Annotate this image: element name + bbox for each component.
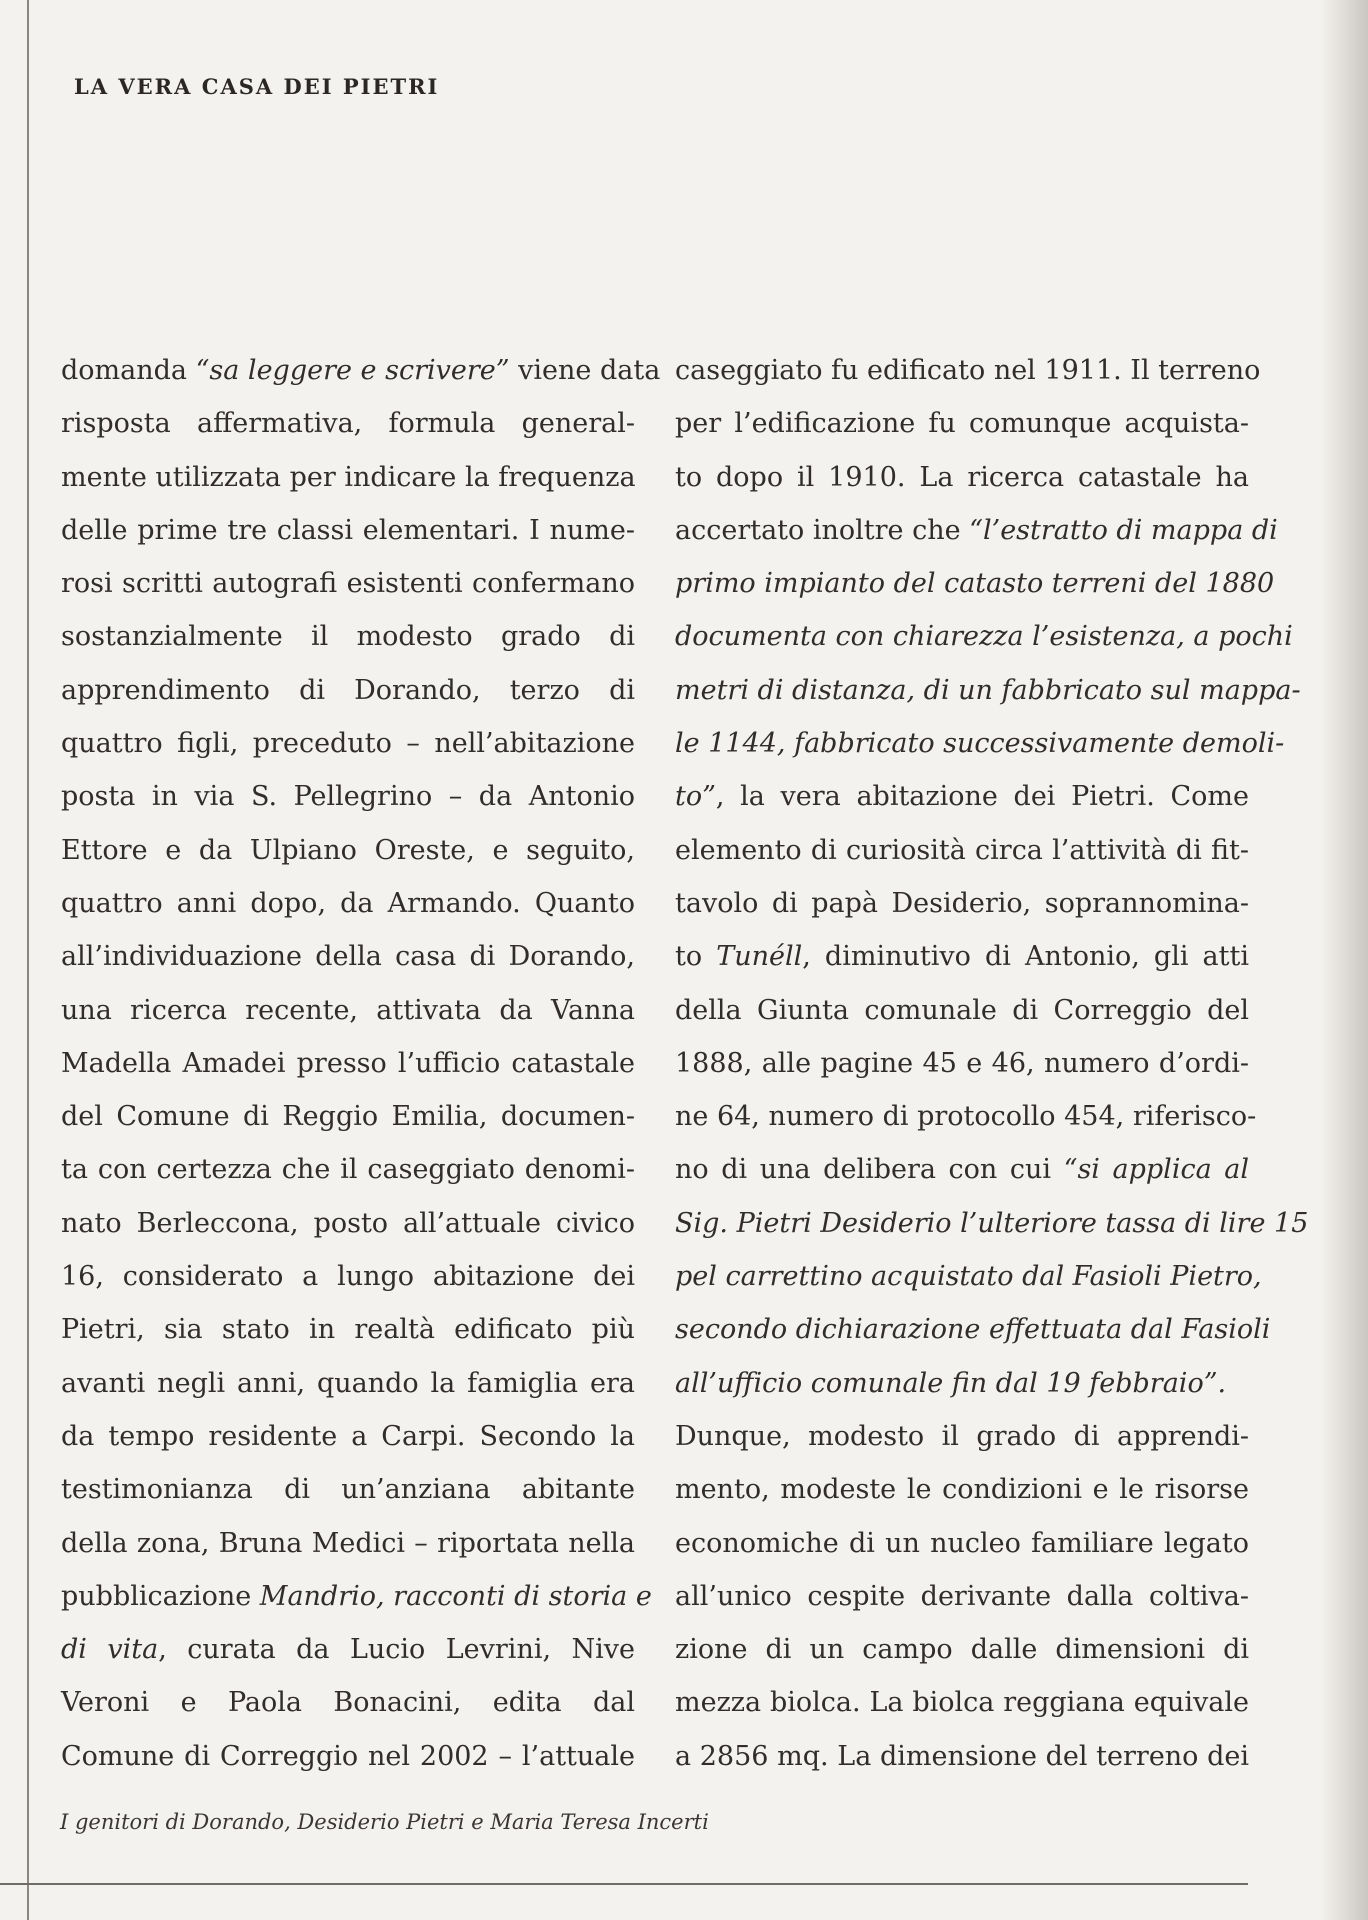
text-line bbox=[61, 610, 635, 663]
text-line bbox=[61, 1623, 635, 1676]
italic-run: Mandrio, racconti di storia e bbox=[259, 1580, 652, 1612]
text-line bbox=[675, 1410, 1249, 1463]
italic-run: di vita bbox=[61, 1634, 159, 1666]
running-title: LA VERA CASA DEI PIETRI bbox=[74, 74, 440, 99]
text-line bbox=[61, 1143, 635, 1196]
text-run: testimonianza di un’anziana abitante bbox=[61, 1474, 635, 1506]
text-run: 1888, alle pagine 45 e 46, numero d’ordi- bbox=[675, 1047, 1249, 1079]
text-run: viene data bbox=[509, 355, 661, 386]
text-line bbox=[61, 1676, 635, 1729]
italic-run: all’ufficio comunale fin dal 19 febbraio”. bbox=[675, 1367, 1227, 1399]
text-column-right bbox=[675, 344, 1309, 1783]
text-run: nato Berleccona, posto all’attuale civico bbox=[61, 1207, 635, 1239]
text-run: delle prime tre classi elementari. I nume- bbox=[61, 514, 635, 546]
text-run: accertato inoltre che bbox=[675, 514, 970, 546]
italic-run: metri di distanza, di un fabbricato sul mappa- bbox=[675, 674, 1301, 706]
text-run: Pietri, sia stato in realtà edificato più bbox=[61, 1314, 635, 1346]
text-line bbox=[61, 717, 635, 770]
text-run: domanda bbox=[61, 355, 196, 386]
text-line bbox=[61, 1303, 635, 1356]
text-line bbox=[61, 397, 635, 450]
text-run: del Comune di Reggio Emilia, documen- bbox=[61, 1101, 635, 1133]
italic-run: “si applica al bbox=[1063, 1154, 1249, 1186]
text-line bbox=[675, 1463, 1249, 1516]
text-line bbox=[675, 717, 1285, 770]
text-run: , la vera abitazione dei Pietri. Come bbox=[715, 781, 1249, 813]
text-run: ta con certezza che il caseggiato denomi- bbox=[61, 1154, 635, 1186]
text-run: elemento di curiosità circa l’attività di fit- bbox=[675, 834, 1249, 866]
text-run: tavolo di papà Desiderio, soprannomina- bbox=[675, 887, 1249, 919]
text-run: no di una delibera con cui bbox=[675, 1154, 1064, 1186]
text-line bbox=[675, 1143, 1249, 1196]
italic-run: “sa leggere e scrivere” bbox=[195, 355, 510, 386]
text-line bbox=[61, 1357, 635, 1410]
text-line bbox=[675, 1250, 1262, 1303]
text-line bbox=[675, 1303, 1271, 1356]
text-run: per l’edificazione fu comunque acquista- bbox=[675, 408, 1249, 440]
text-line bbox=[61, 1197, 635, 1250]
text-run: Ettore e da Ulpiano Oreste, e seguito, bbox=[61, 834, 635, 866]
text-line bbox=[675, 664, 1301, 717]
text-line bbox=[61, 984, 635, 1037]
text-run: rosi scritti autografi esistenti confermano bbox=[61, 568, 635, 600]
text-line bbox=[675, 1357, 1249, 1410]
text-run: pubblicazione bbox=[61, 1580, 260, 1612]
italic-run: Tunéll bbox=[716, 941, 803, 973]
text-line bbox=[675, 824, 1249, 877]
text-run: da tempo residente a Carpi. Secondo la bbox=[61, 1420, 635, 1452]
text-run: to dopo il 1910. La ricerca catastale ha bbox=[675, 461, 1249, 493]
text-line bbox=[61, 1730, 635, 1783]
text-line bbox=[61, 877, 635, 930]
text-line bbox=[675, 451, 1249, 504]
text-line bbox=[675, 1517, 1249, 1570]
text-line bbox=[61, 1463, 635, 1516]
text-run: quattro figli, preceduto – nell’abitazione bbox=[61, 728, 635, 760]
text-line bbox=[675, 1623, 1249, 1676]
text-line bbox=[675, 344, 1261, 397]
text-line bbox=[61, 344, 661, 397]
text-line bbox=[675, 1570, 1249, 1623]
text-run: Dunque, modesto il grado di apprendi- bbox=[675, 1420, 1249, 1452]
text-column-left bbox=[61, 344, 661, 1783]
text-run: economiche di un nucleo familiare legato bbox=[675, 1527, 1249, 1559]
text-run: all’individuazione della casa di Dorando, bbox=[61, 941, 635, 973]
text-line bbox=[675, 1197, 1309, 1250]
text-line bbox=[61, 770, 635, 823]
italic-run: to” bbox=[675, 781, 716, 813]
text-run: una ricerca recente, attivata da Vanna bbox=[61, 994, 635, 1026]
text-run: posta in via S. Pellegrino – da Antonio bbox=[61, 781, 635, 813]
text-line bbox=[675, 610, 1293, 663]
text-run: ne 64, numero di protocollo 454, riferisco- bbox=[675, 1101, 1257, 1133]
italic-run: le 1144, fabbricato successivamente demoli- bbox=[675, 728, 1285, 760]
text-run: 16, considerato a lungo abitazione dei bbox=[61, 1261, 635, 1293]
text-line bbox=[61, 1517, 635, 1570]
text-line bbox=[61, 824, 635, 877]
text-run: Comune di Correggio nel 2002 – l’attuale bbox=[61, 1740, 635, 1772]
text-run: della zona, Bruna Medici – riportata nella bbox=[61, 1527, 635, 1559]
text-line bbox=[675, 930, 1249, 983]
text-run: , curata da Lucio Levrini, Nive bbox=[158, 1634, 635, 1666]
text-run: to bbox=[675, 941, 717, 973]
text-run: della Giunta comunale di Correggio del bbox=[675, 994, 1249, 1026]
italic-run: documenta con chiarezza l’esistenza, a pochi bbox=[675, 621, 1293, 653]
text-run: mezza biolca. La biolca reggiana equivale bbox=[675, 1687, 1249, 1719]
text-line bbox=[61, 504, 635, 557]
text-line bbox=[675, 877, 1249, 930]
text-line bbox=[675, 1676, 1249, 1729]
text-run: all’unico cespite derivante dalla coltiva- bbox=[675, 1580, 1249, 1612]
photo-caption: I genitori di Dorando, Desiderio Pietri e Maria Teresa Incerti bbox=[60, 1810, 709, 1834]
text-line bbox=[675, 504, 1278, 557]
text-line bbox=[675, 557, 1275, 610]
italic-run: primo impianto del catasto terreni del 1880 bbox=[675, 568, 1275, 600]
text-line bbox=[61, 1250, 635, 1303]
text-line bbox=[61, 557, 635, 610]
bottom-rule bbox=[0, 1883, 1248, 1885]
text-line bbox=[675, 1037, 1249, 1090]
text-line bbox=[675, 984, 1249, 1037]
text-line bbox=[61, 664, 635, 717]
italic-run: pel carrettino acquistato dal Fasioli Pietro, bbox=[675, 1261, 1262, 1293]
text-run: Madella Amadei presso l’ufficio catastale bbox=[61, 1047, 635, 1079]
text-line bbox=[675, 770, 1249, 823]
text-line bbox=[675, 397, 1249, 450]
text-run: quattro anni dopo, da Armando. Quanto bbox=[61, 887, 635, 919]
text-run: apprendimento di Dorando, terzo di bbox=[61, 674, 635, 706]
page-fold-shadow bbox=[1320, 0, 1368, 1920]
text-run: avanti negli anni, quando la famiglia era bbox=[61, 1367, 635, 1399]
text-run: Veroni e Paola Bonacini, edita dal bbox=[61, 1687, 635, 1719]
text-run: zione di un campo dalle dimensioni di bbox=[675, 1634, 1249, 1666]
text-run: caseggiato fu edificato nel 1911. Il terreno bbox=[675, 355, 1261, 386]
text-run: mento, modeste le condizioni e le risorse bbox=[675, 1474, 1249, 1506]
text-line bbox=[675, 1730, 1249, 1783]
text-run: a 2856 mq. La dimensione del terreno dei bbox=[675, 1740, 1249, 1772]
page-edge-line bbox=[27, 0, 29, 1920]
text-line bbox=[61, 451, 635, 504]
text-line bbox=[61, 930, 635, 983]
text-line bbox=[61, 1037, 635, 1090]
text-line bbox=[61, 1570, 652, 1623]
italic-run: “l’estratto di mappa di bbox=[969, 514, 1278, 546]
italic-run: Sig. Pietri Desiderio l’ulteriore tassa di lire 15 bbox=[675, 1207, 1309, 1239]
text-run: , diminutivo di Antonio, gli atti bbox=[802, 941, 1249, 973]
text-line bbox=[675, 1090, 1257, 1143]
italic-run: secondo dichiarazione effettuata dal Fasioli bbox=[675, 1314, 1271, 1346]
text-line bbox=[61, 1410, 635, 1463]
text-run: risposta affermativa, formula general- bbox=[61, 408, 635, 440]
text-run: sostanzialmente il modesto grado di bbox=[61, 621, 635, 653]
text-line bbox=[61, 1090, 635, 1143]
text-run: mente utilizzata per indicare la frequenza bbox=[61, 461, 636, 493]
